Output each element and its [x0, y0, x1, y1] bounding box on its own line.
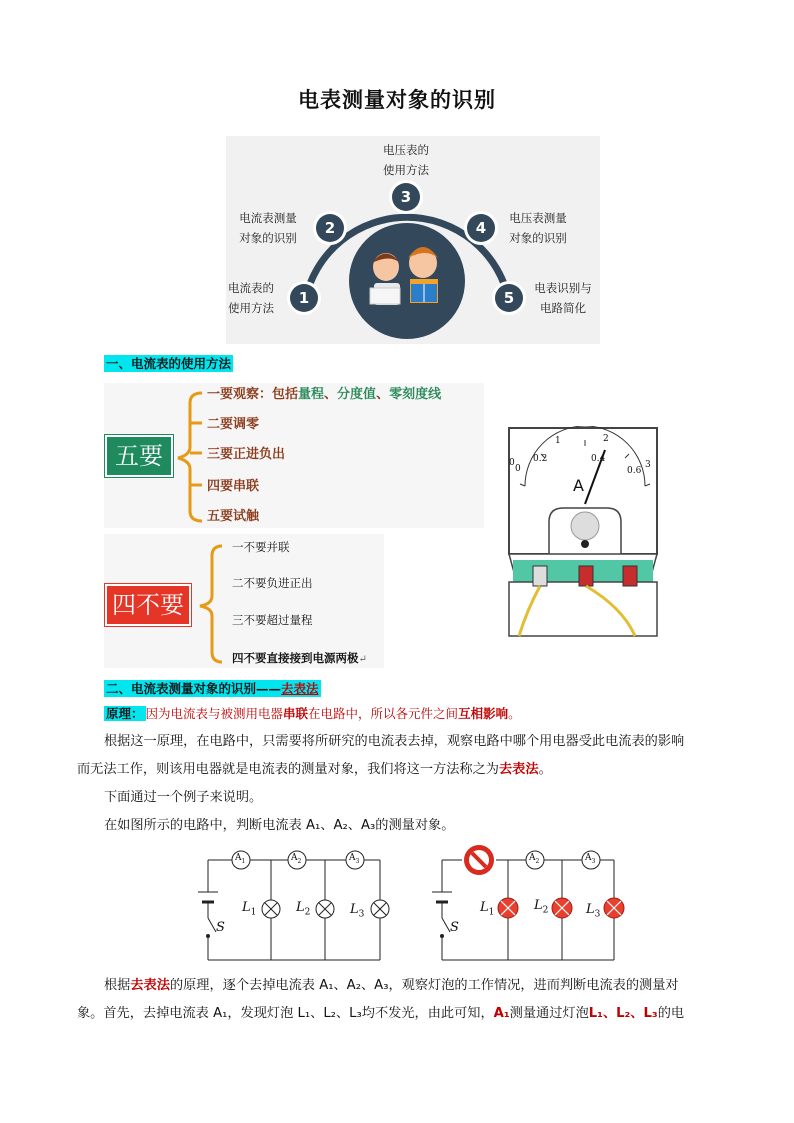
five-must-panel: [104, 383, 484, 528]
ammeter-body-svg: [505, 426, 660, 638]
scale-bottom-0: 0: [509, 458, 515, 468]
four-item-1: 一不要并联: [232, 540, 290, 554]
paragraph-1a: 根据这一原理，在电路中，只需要将所研究的电流表去掉，观察电路中哪个用电器受此电流表的影响: [104, 734, 685, 749]
four-item-3: 三不要超过量程: [232, 613, 313, 627]
five-item-3: 三要正进负出: [207, 447, 286, 462]
circuit-diagram-original: [190, 846, 400, 966]
four-dont-panel: [104, 534, 384, 668]
c2-ammeter-3: $A_3$: [585, 853, 596, 865]
step-4-label: 电压表测量 对象的识别: [509, 211, 567, 245]
four-dont-box: 四不要: [105, 584, 191, 626]
c2-lamp-2-label: $L_2$: [534, 898, 549, 916]
scale-top-1: 1: [555, 436, 561, 446]
c2-ammeter-2: $A_2$: [529, 853, 540, 865]
center-circle: [349, 223, 465, 339]
brace-four: [190, 538, 230, 670]
c1-lamp-1-label: $L_1$: [242, 900, 257, 918]
four-item-4: 四不要直接接到电源两极↵: [232, 651, 367, 665]
c1-lamp-2-label: $L_2$: [296, 900, 311, 918]
step-1-label: 电流表的 使用方法: [228, 281, 274, 315]
ammeter-illustration: [505, 426, 660, 638]
section-1-heading: 一、电流表的使用方法: [106, 356, 232, 371]
step-2-badge: 2: [316, 214, 344, 242]
c1-ammeter-3: $A_3$: [349, 853, 360, 865]
five-item-5: 五要试触: [207, 509, 260, 524]
five-item-1: 一要观察：包括量程、分度值、零刻度线: [207, 387, 442, 402]
scale-bottom-0.4: 0.4: [591, 454, 606, 464]
c1-switch-label: S: [216, 920, 225, 935]
c2-lamp-1-label: $L_1$: [480, 900, 495, 918]
paragraph-1b: 而无法工作，则该用电器就是电流表的测量对象，我们将这一方法称之为去表法。: [77, 762, 552, 777]
topic-diagram: [220, 136, 600, 346]
paragraph-2: 下面通过一个例子来说明。: [104, 790, 263, 805]
step-2-label: 电流表测量 对象的识别: [239, 211, 297, 245]
five-must-box: 五要: [105, 435, 173, 477]
scale-top-3: 3: [645, 460, 651, 470]
step-1-badge: 1: [290, 284, 318, 312]
step-3-label: 电压表的 使用方法: [383, 143, 429, 177]
five-item-4: 四要串联: [207, 479, 260, 494]
lamps-off: [498, 898, 624, 918]
step-3-badge: 3: [392, 183, 420, 211]
section-2-heading: 二、电流表测量对象的识别——去表法: [106, 681, 319, 696]
c1-ammeter-2: $A_2$: [291, 853, 302, 865]
scale-top-0: 0: [515, 464, 521, 474]
page-title: 电表测量对象的识别: [298, 88, 496, 112]
paragraph-3: 在如图所示的电路中，判断电流表 A₁、A₂、A₃的测量对象。: [104, 818, 455, 833]
scale-bottom-0.2: 0.2: [533, 454, 548, 464]
paragraph-4: 根据去表法的原理，逐个去掉电流表 A₁、A₂、A₃，观察灯泡的工作情况，进而判断电流表的测量对: [104, 978, 679, 993]
brace-five: [170, 387, 210, 527]
paragraph-5: 象。首先，去掉电流表 A₁，发现灯泡 L₁、L₂、L₃均不发光，由此可知，A₁测量通过灯泡L₁、L₂、L₃的电: [77, 1006, 685, 1021]
circuit-diagram-removed-a1: [424, 840, 634, 966]
four-item-2: 二不要负进正出: [232, 576, 313, 590]
c2-lamp-3-label: $L_3$: [586, 902, 601, 920]
scale-top-2: 2: [603, 434, 609, 444]
step-5-label: 电表识别与 电路简化: [534, 281, 592, 315]
c1-ammeter-1: $A_1$: [235, 853, 246, 865]
c2-switch-label: S: [450, 920, 459, 935]
meter-unit-label: A: [573, 476, 584, 495]
step-5-badge: 5: [495, 284, 523, 312]
principle-line: 原理： 因为电流表与被测用电器串联在电路中，所以各元件之间互相影响。: [106, 706, 521, 721]
five-item-2: 二要调零: [207, 417, 260, 432]
step-4-badge: 4: [467, 214, 495, 242]
scale-bottom-0.6: 0.6: [627, 466, 642, 476]
no-entry-icon: [464, 845, 494, 875]
c1-lamp-3-label: $L_3$: [350, 902, 365, 920]
